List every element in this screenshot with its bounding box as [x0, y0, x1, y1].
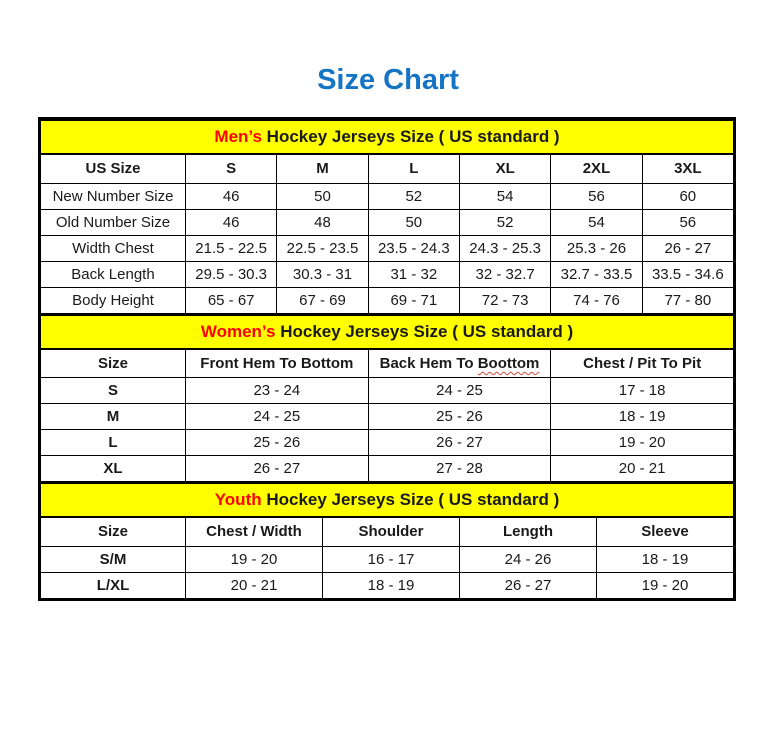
- table-cell: 26 - 27: [642, 235, 733, 261]
- table-cell: 50: [368, 209, 459, 235]
- table-cell: 52: [459, 209, 550, 235]
- table-cell: 24.3 - 25.3: [459, 235, 550, 261]
- page-title: Size Chart: [317, 64, 459, 96]
- womens-banner-highlight: Women’s: [200, 321, 276, 341]
- table-cell: 23 - 24: [186, 378, 369, 404]
- womens-size-table: [40, 314, 734, 483]
- youth-header-row: [41, 517, 734, 546]
- column-header: L: [368, 154, 459, 183]
- table-cell: 52: [368, 183, 459, 209]
- row-label: S: [41, 378, 186, 404]
- table-row: [41, 209, 734, 235]
- row-label: Width Chest: [41, 235, 186, 261]
- table-row: [41, 287, 734, 313]
- womens-header-row: [41, 349, 734, 378]
- table-cell: 60: [642, 183, 733, 209]
- row-label: L/XL: [41, 572, 186, 598]
- column-header: S: [186, 154, 277, 183]
- mens-section-banner: [41, 120, 734, 154]
- table-cell: 50: [277, 183, 368, 209]
- table-row: [41, 404, 734, 430]
- column-header: 2XL: [551, 154, 642, 183]
- column-header: 3XL: [642, 154, 733, 183]
- table-cell: 25.3 - 26: [551, 235, 642, 261]
- youth-banner-highlight: Youth: [214, 490, 262, 509]
- table-row: [41, 378, 734, 404]
- table-cell: 46: [186, 209, 277, 235]
- column-header: [368, 349, 551, 378]
- column-header: XL: [459, 154, 550, 183]
- mens-size-table: [40, 119, 734, 314]
- table-cell: 74 - 76: [551, 287, 642, 313]
- table-row: [41, 235, 734, 261]
- womens-section-banner: [41, 315, 734, 349]
- table-cell: 46: [186, 183, 277, 209]
- table-row: [41, 261, 734, 287]
- row-label: M: [41, 404, 186, 430]
- row-label: Back Length: [41, 261, 186, 287]
- column-header: US Size: [41, 154, 186, 183]
- column-header-text: Back Hem To: [379, 354, 478, 372]
- row-label: Body Height: [41, 287, 186, 313]
- table-cell: 22.5 - 23.5: [277, 235, 368, 261]
- table-cell: 23.5 - 24.3: [368, 235, 459, 261]
- table-cell: 26 - 27: [460, 572, 597, 598]
- table-cell: 69 - 71: [368, 287, 459, 313]
- youth-section-banner: [41, 483, 734, 517]
- row-label: L: [41, 430, 186, 456]
- table-cell: 56: [642, 209, 733, 235]
- womens-banner-title: [41, 315, 734, 349]
- table-cell: 56: [551, 183, 642, 209]
- column-header: Chest / Pit To Pit: [551, 349, 734, 378]
- table-row: [41, 183, 734, 209]
- column-header: M: [277, 154, 368, 183]
- table-row: [41, 456, 734, 482]
- table-cell: 20 - 21: [186, 572, 323, 598]
- size-chart-table: [38, 117, 736, 601]
- table-cell: 29.5 - 30.3: [186, 261, 277, 287]
- table-cell: 26 - 27: [186, 456, 369, 482]
- table-cell: 16 - 17: [323, 546, 460, 572]
- youth-banner-rest: Hockey Jerseys Size ( US standard ): [261, 490, 560, 509]
- table-row: [41, 572, 734, 598]
- misspelled-word: Boottom: [477, 354, 540, 372]
- mens-banner-title: [41, 120, 734, 154]
- mens-header-row: [41, 154, 734, 183]
- row-label: S/M: [41, 546, 186, 572]
- youth-banner-title: [41, 483, 734, 517]
- table-cell: 54: [551, 209, 642, 235]
- table-cell: 19 - 20: [597, 572, 734, 598]
- table-cell: 33.5 - 34.6: [642, 261, 733, 287]
- row-label: XL: [41, 456, 186, 482]
- table-row: [41, 546, 734, 572]
- column-header: Size: [41, 517, 186, 546]
- table-cell: 27 - 28: [368, 456, 551, 482]
- column-header: Front Hem To Bottom: [186, 349, 369, 378]
- table-cell: 48: [277, 209, 368, 235]
- column-header: Size: [41, 349, 186, 378]
- womens-banner-rest: Hockey Jerseys Size ( US standard ): [275, 321, 574, 341]
- table-cell: 25 - 26: [186, 430, 369, 456]
- mens-banner-highlight: Men’s: [214, 127, 262, 146]
- mens-banner-rest: Hockey Jerseys Size ( US standard ): [261, 127, 560, 146]
- table-cell: 21.5 - 22.5: [186, 235, 277, 261]
- table-cell: 19 - 20: [186, 546, 323, 572]
- table-cell: 18 - 19: [323, 572, 460, 598]
- table-cell: 24 - 25: [368, 378, 551, 404]
- table-cell: 77 - 80: [642, 287, 733, 313]
- table-cell: 20 - 21: [551, 456, 734, 482]
- table-cell: 25 - 26: [368, 404, 551, 430]
- row-label: Old Number Size: [41, 209, 186, 235]
- table-cell: 26 - 27: [368, 430, 551, 456]
- table-cell: 18 - 19: [551, 404, 734, 430]
- table-cell: 24 - 26: [460, 546, 597, 572]
- table-cell: 17 - 18: [551, 378, 734, 404]
- table-cell: 19 - 20: [551, 430, 734, 456]
- column-header: Chest / Width: [186, 517, 323, 546]
- column-header: Shoulder: [323, 517, 460, 546]
- table-cell: 67 - 69: [277, 287, 368, 313]
- table-cell: 32.7 - 33.5: [551, 261, 642, 287]
- table-row: [41, 430, 734, 456]
- row-label: New Number Size: [41, 183, 186, 209]
- table-cell: 54: [459, 183, 550, 209]
- column-header: Length: [460, 517, 597, 546]
- table-cell: 72 - 73: [459, 287, 550, 313]
- table-cell: 31 - 32: [368, 261, 459, 287]
- table-cell: 65 - 67: [186, 287, 277, 313]
- table-cell: 30.3 - 31: [277, 261, 368, 287]
- table-cell: 18 - 19: [597, 546, 734, 572]
- youth-size-table: [40, 482, 734, 599]
- column-header: Sleeve: [597, 517, 734, 546]
- table-cell: 24 - 25: [186, 404, 369, 430]
- table-cell: 32 - 32.7: [459, 261, 550, 287]
